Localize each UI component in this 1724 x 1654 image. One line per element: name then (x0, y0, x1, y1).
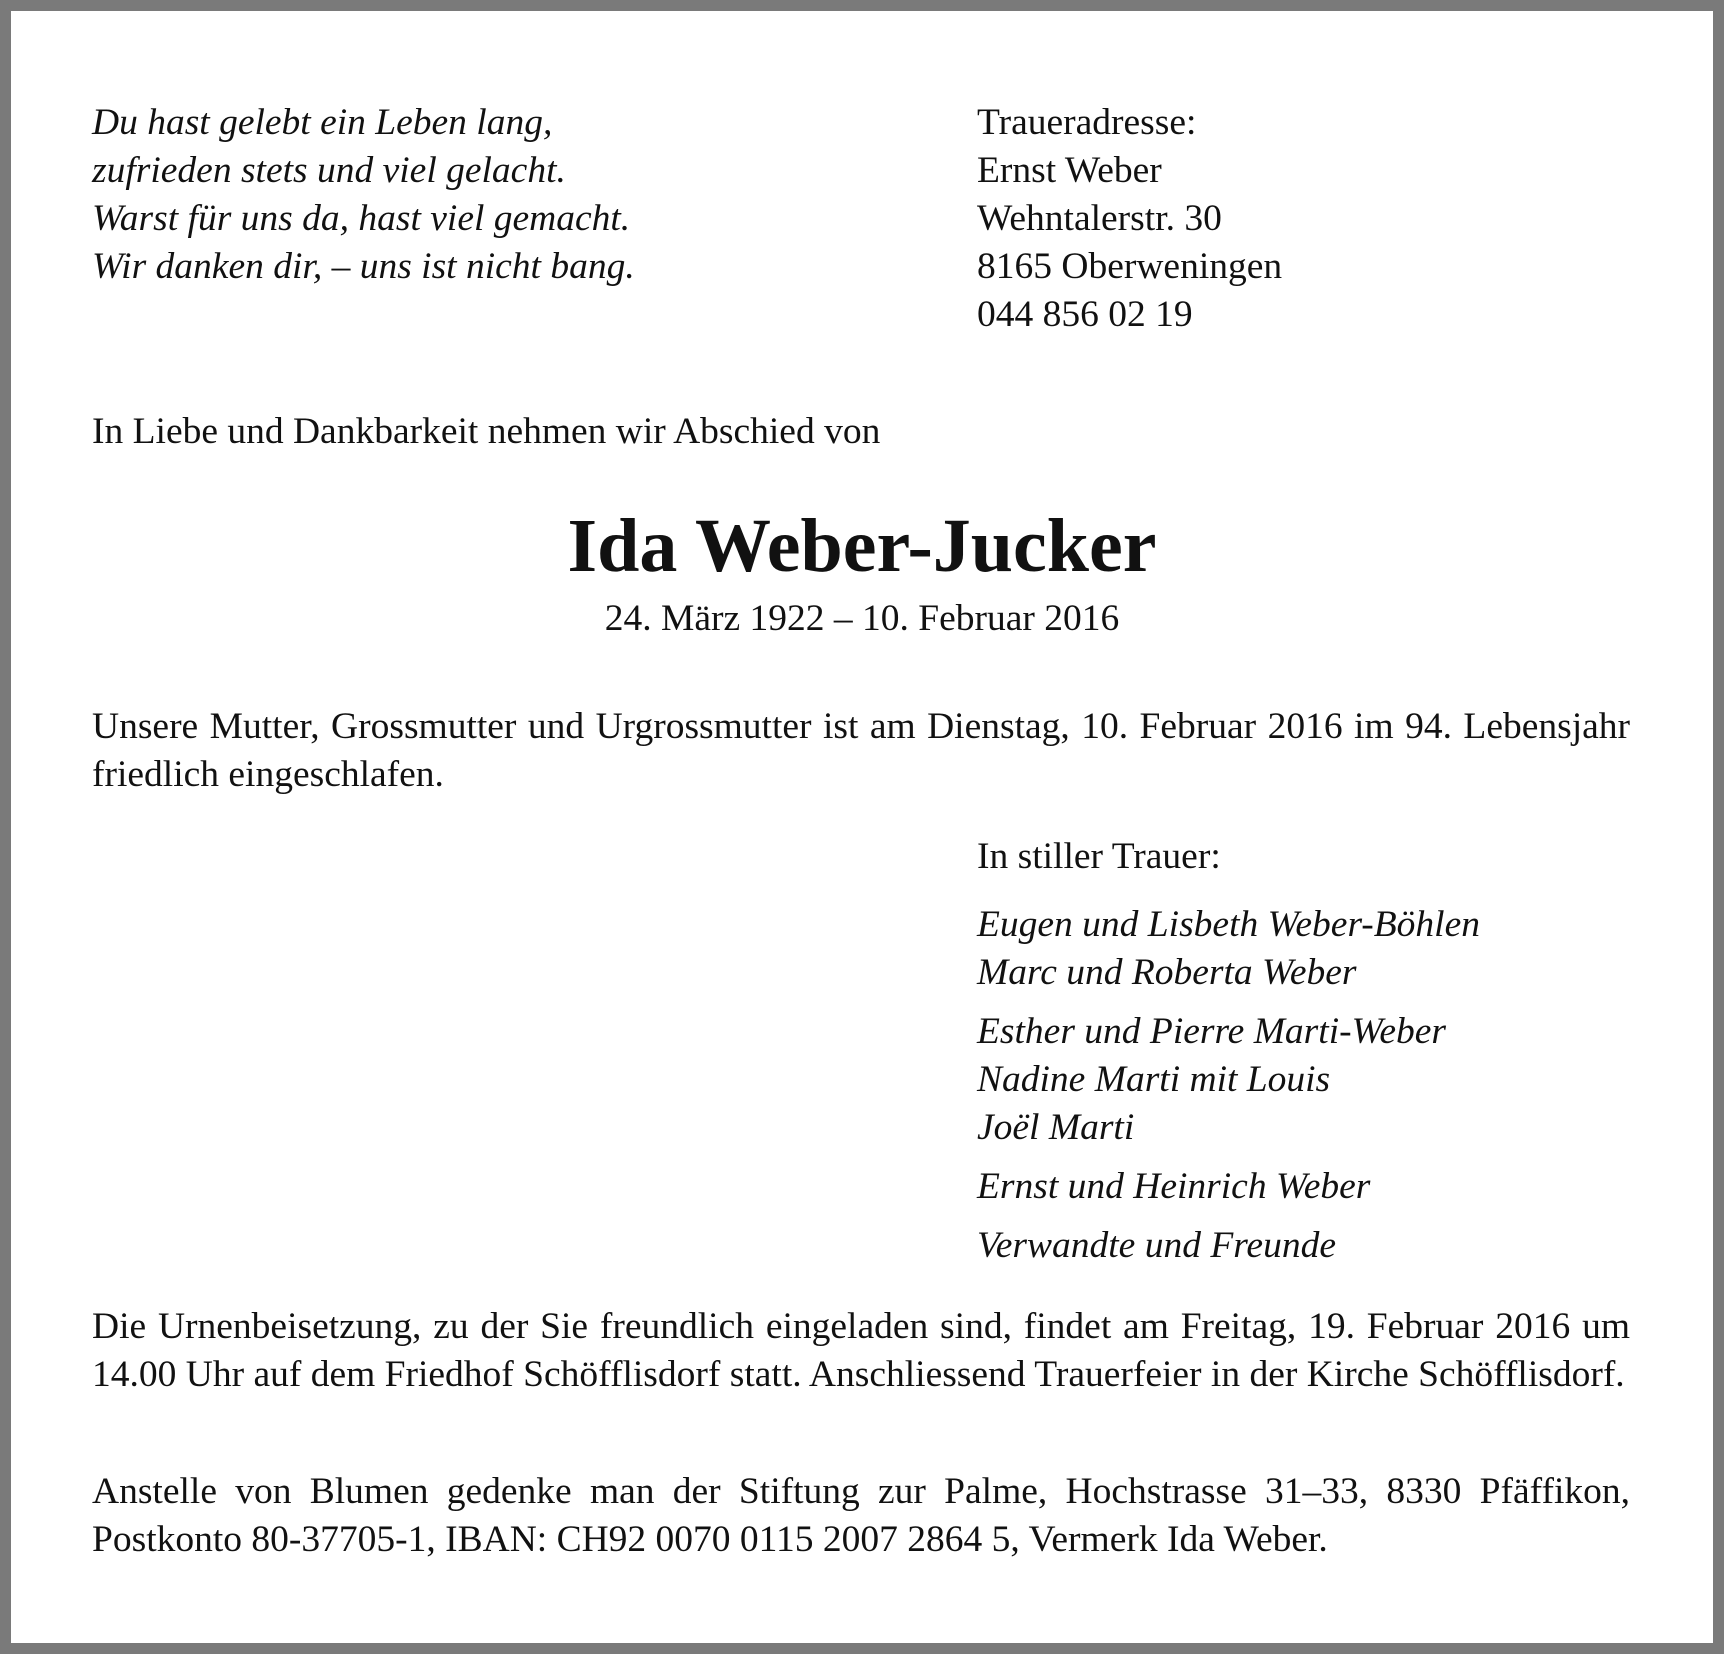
donation-paragraph: Anstelle von Blumen gedenke man der Stiftung zur Palme, Hochstrasse 31–33, 8330 Pfäffikon, Postkonto 80-37705-1, IBAN: CH92 0070 0115 2007 2864 5, Vermerk Ida Weber. (92, 1471, 1630, 1560)
poem-line: Wir danken dir, – uns ist nicht bang. (92, 246, 635, 287)
address-city: 8165 Oberweningen (977, 246, 1283, 287)
burial-paragraph: Die Urnenbeisetzung, zu der Sie freundlich eingeladen sind, findet am Freitag, 19. Februar 2016 um 14.00 Uhr auf dem Friedhof Schöfflisdorf statt. Anschliessend Trauerfeier in der Kirche Schöfflisdorf. (92, 1306, 1630, 1395)
announcement-paragraph: Unsere Mutter, Grossmutter und Urgrossmutter ist am Dienstag, 10. Februar 2016 im 94. Lebensjahr friedlich eingeschlafen. (92, 706, 1630, 795)
mourner-name: Marc und Roberta Weber (977, 952, 1357, 993)
mourner-group (977, 1222, 1480, 1270)
mourner-name: Verwandte und Freunde (977, 1225, 1336, 1266)
mourner-name: Eugen und Lisbeth Weber-Böhlen (977, 904, 1480, 945)
address-heading: Traueradresse: (977, 102, 1197, 143)
mourner-name: Nadine Marti mit Louis (977, 1059, 1331, 1100)
poem-line: Du hast gelebt ein Leben lang, (92, 102, 553, 143)
mourners-list (977, 901, 1480, 1281)
mourners-heading: In stiller Trauer: (977, 836, 1221, 877)
poem-line: zufrieden stets und viel gelacht. (92, 150, 566, 191)
mourner-group (977, 1163, 1480, 1211)
poem-line: Warst für uns da, hast viel gemacht. (92, 198, 631, 239)
life-dates: 24. März 1922 – 10. Februar 2016 (604, 598, 1120, 639)
deceased-name: Ida Weber-Jucker (567, 504, 1157, 588)
intro-text: In Liebe und Dankbarkeit nehmen wir Abschied von (92, 411, 881, 452)
mourner-name: Joël Marti (977, 1107, 1135, 1148)
address-name: Ernst Weber (977, 150, 1162, 191)
poem (92, 99, 635, 291)
obituary-page (11, 11, 1713, 1643)
mourning-address (977, 99, 1282, 339)
mourner-name: Ernst und Heinrich Weber (977, 1166, 1371, 1207)
address-street: Wehntalerstr. 30 (977, 198, 1222, 239)
mourner-group (977, 901, 1480, 997)
mourner-name: Esther und Pierre Marti-Weber (977, 1011, 1447, 1052)
mourner-group (977, 1008, 1480, 1152)
address-phone: 044 856 02 19 (977, 294, 1193, 335)
